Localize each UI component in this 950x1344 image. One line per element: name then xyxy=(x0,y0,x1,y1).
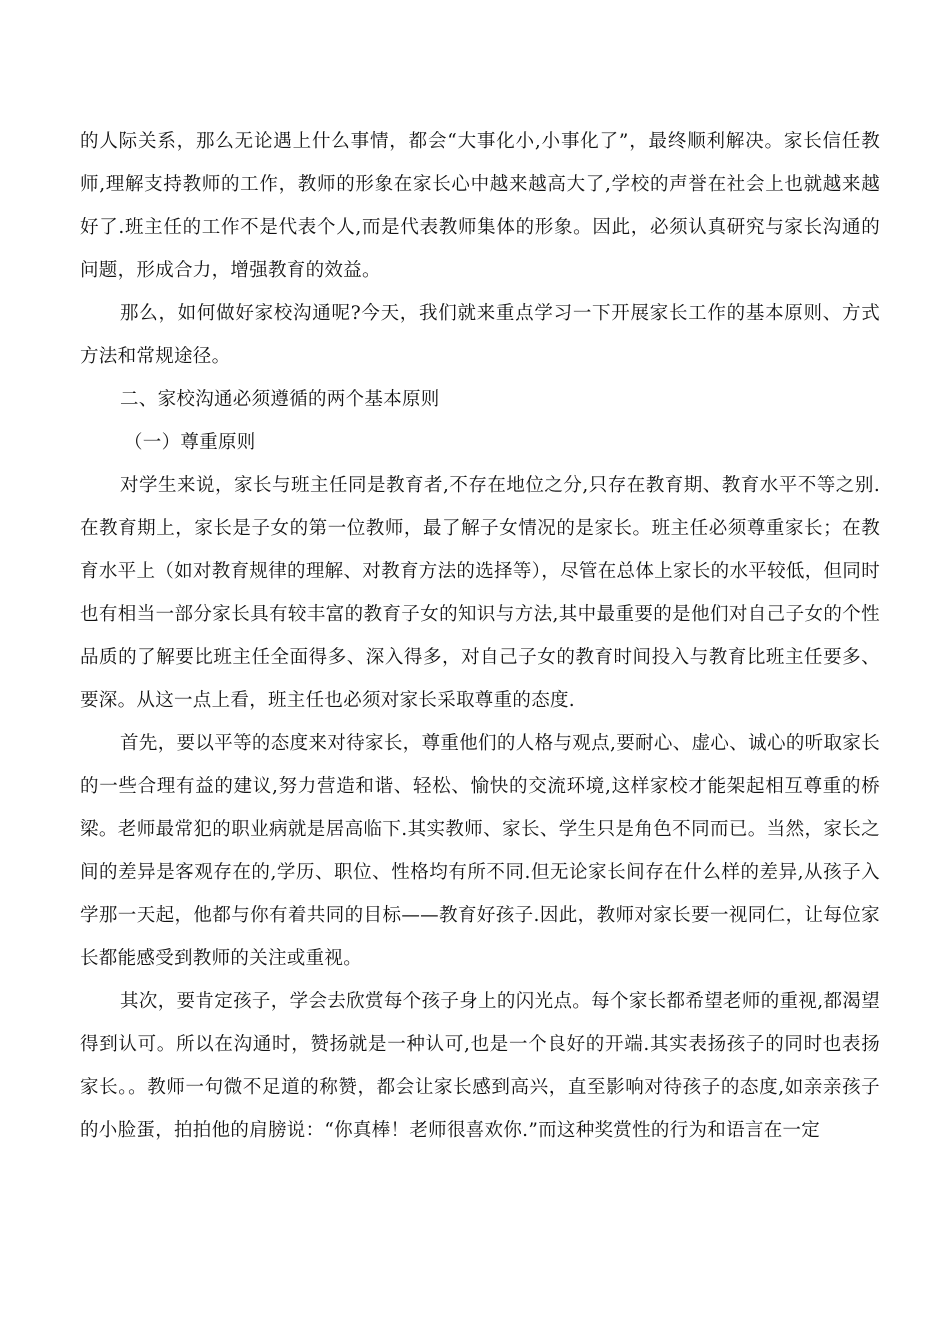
section-heading: 二、家校沟通必须遵循的两个基本原则 xyxy=(120,389,440,410)
paragraph-respect-principle: 对学生来说，家长与班主任同是教育者,不存在地位之分,只存在教育期、教育水平不等之别.在教育期上，家长是子女的第一位教师，最了解子女情况的是家长。班主任必须尊重家长；在教育水平上（如对教育规律的理解、对教育方法的选择等），尽管在总体上家长的水平较低，但同时也有相当一部分家长具有较丰富的教育子女的知识与方法,其中最重要的是他们对自己子女的个性品质的了解要比班主任全面得多、深入得多，对自己子女的教育时间投入与教育比班主任要多、要深。从这一点上看，班主任也必须对家长采取尊重的态度. xyxy=(80,475,880,711)
paragraph-continuation: 的人际关系，那么无论遇上什么事情，都会“大事化小,小事化了”，最终顺利解决。家长信任教师,理解支持教师的工作，教师的形象在家长心中越来越高大了,学校的声誉在社会上也就越来越好了.班主任的工作不是代表个人,而是代表教师集体的形象。因此，必须认真研究与家长沟通的问题，形成合力，增强教育的效益。 xyxy=(80,131,880,281)
paragraph-how-to-communicate: 那么，如何做好家校沟通呢?今天，我们就来重点学习一下开展家长工作的基本原则、方式方法和常规途径。 xyxy=(80,303,880,367)
paragraph-first: 首先，要以平等的态度来对待家长，尊重他们的人格与观点,要耐心、虚心、诚心的听取家长的一些合理有益的建议,努力营造和谐、轻松、愉快的交流环境,这样家校才能架起相互尊重的桥梁。老师最常犯的职业病就是居高临下.其实教师、家长、学生只是角色不同而已。当然，家长之间的差异是客观存在的,学历、职位、性格均有所不同.但无论家长间存在什么样的差异,从孩子入学那一天起，他都与你有着共同的目标——教育好孩子.因此，教师对家长要一视同仁，让每位家长都能感受到教师的关注或重视。 xyxy=(80,733,880,969)
subsection-heading: （一）尊重原则 xyxy=(124,432,256,453)
document-body xyxy=(80,120,880,1152)
paragraph-second: 其次，要肯定孩子，学会去欣赏每个孩子身上的闪光点。每个家长都希望老师的重视,都渴望得到认可。所以在沟通时，赞扬就是一种认可,也是一个良好的开端.其实表扬孩子的同时也表扬家长。。教师一句微不足道的称赞，都会让家长感到高兴，直至影响对待孩子的态度,如亲亲孩子的小脸蛋，拍拍他的肩膀说：“你真棒！老师很喜欢你.”而这种奖赏性的行为和语言在一定 xyxy=(80,991,880,1141)
